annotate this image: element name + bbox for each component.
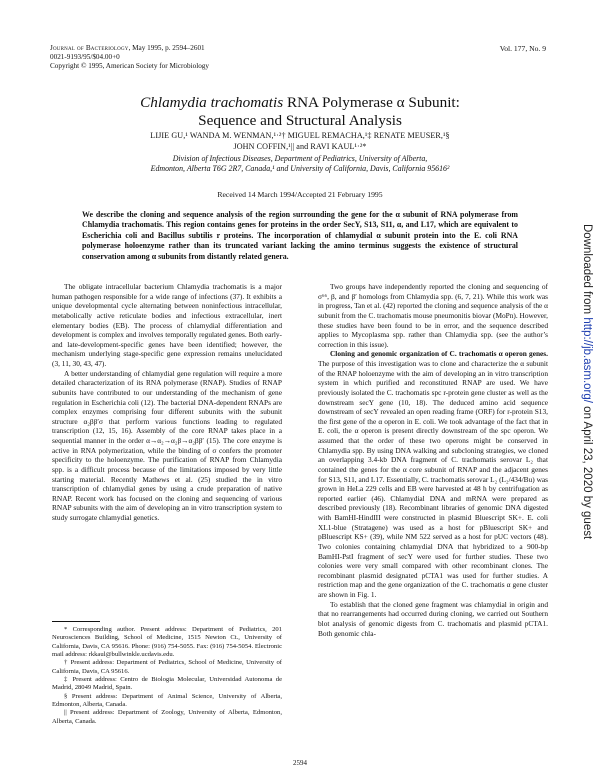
footnote: || Present address: Department of Zoology, University of Alberta, Edmonton, Alberta, Canada.	[52, 709, 282, 725]
download-notice-prefix: Downloaded from	[581, 224, 593, 318]
paragraph: The obligate intracellular bacterium Chlamydia trachomatis is a major human pathogen responsible for a wide range of infections (37). It exhibits a unique developmental cycle alternating between noninfectious intracellular, metabolically active reticulate bodies and infectious extracellular, inert elementary bodies (EB). The process of chlamydial differentiation and development is complex and involves temporally regulated genes. Both early- and late-development-specific genes have been identified; however, the mechanism underlying stage-specific gene expression remains unelucidated (3, 11, 30, 43, 47).	[52, 282, 282, 368]
body-column-right	[318, 282, 548, 638]
copyright: Copyright © 1995, American Society for Microbiology	[50, 62, 209, 71]
paragraph	[318, 349, 548, 599]
title-line1: RNA Polymerase α Subunit:	[283, 94, 460, 111]
title-organism: Chlamydia trachomatis	[140, 94, 284, 111]
abstract: We describe the cloning and sequence analysis of the region surrounding the gene for the α subunit of RNA polymerase from Chlamydia trachomatis. This region contains genes for proteins in the order SecY, S13, S11, α, and L17, which are equivalent to Escherichia coli and Bacillus subtilis r proteins. The incorporation of chlamydial α subunit protein into the E. coli RNA polymerase holoenzyme rather than its truncated variant lacking the amino terminus suggests the existence of structural conservation among α subunits from distantly related genera.	[82, 210, 518, 261]
journal-header	[50, 44, 209, 72]
affiliation-line1: Division of Infectious Diseases, Department of Pediatrics, University of Alberta,	[172, 154, 428, 163]
paragraph: A better understanding of chlamydial gene regulation will require a more detailed characterization of its RNA polymerase (RNAP). Studies of RNAP subunits have contributed to our understanding of the mechanism of gene regulation in Escherichia coli (12). The bacterial DNA-dependent RNAPs are complex enzymes comprising four different subunits with the subunit structure α₂ββ′σ that perform various functions leading to regulated transcription (12, 15, 16). Assembly of the core RNAP takes place in a sequential manner in the order α→α₂→α₂β→α₂ββ′ (15). The core enzyme is active in RNA polymerization, while the binding of σ confers the promoter specificity to the holoenzyme. The purification of RNAP from Chlamydia spp. is a difficult process because of the limitations imposed by very little starting material. Recently Mathews et al. (25) studied the in vitro transcription of chlamydial genes by using a crude preparation of native RNAP. Recent work has focused on the cloning and sequencing of various RNAP subunits with the aim of developing an in vitro transcription system to study surrogate chlamydial genetics.	[52, 368, 282, 522]
footnote-rule	[52, 621, 100, 622]
issn: 0021-9193/95/$04.00+0	[50, 53, 120, 62]
footnote: † Present address: Department of Pediatrics, School of Medicine, University of California, Davis, CA 95616.	[52, 659, 282, 675]
affiliation	[60, 154, 540, 175]
paragraph: To establish that the cloned gene fragment was chlamydial in origin and that no rearrangements had occurred during cloning, we carried out Southern blot analysis of genomic digests from C. trachomatis and plasmid pCTA1. Both genomic chla-	[318, 599, 548, 638]
journal-name: Journal of Bacteriology	[50, 44, 129, 52]
authors-line1: LIJIE GU,¹ WANDA M. WENMAN,¹·²† MIGUEL REMACHA,¹‡ RENATE MEUSER,¹§	[150, 131, 450, 140]
download-notice	[581, 224, 593, 539]
page-number: 2594	[293, 759, 307, 767]
section-heading: Cloning and genomic organization of C. trachomatis α operon genes.	[330, 349, 548, 359]
journal-link[interactable]: http://jb.asm.org/	[581, 317, 593, 403]
authors-line2: JOHN COFFIN,¹|| and RAVI KAUL¹·²*	[233, 141, 367, 151]
footnote: ‡ Present address: Centro de Biologia Molecular, Universidad Autonoma de Madrid, 28049 Madrid, Spain.	[52, 676, 282, 692]
footnote: § Present address: Department of Animal Science, University of Alberta, Edmonton, Alberta, Canada.	[52, 692, 282, 709]
author-list	[60, 131, 540, 152]
volume-info: Vol. 177, No. 9	[499, 44, 546, 53]
download-notice-suffix: on April 23, 2020 by guest	[581, 402, 593, 540]
affiliation-line2: Edmonton, Alberta T6G 2R7, Canada,¹ and University of California, Davis, California 95616²	[150, 164, 450, 174]
paragraph: Two groups have independently reported the cloning and sequencing of σ⁶⁶, β, and β′ homologs from Chlamydia spp. (6, 7, 21). While this work was in progress, Tan et al. (42) reported the cloning and sequence analysis of the α subunit from the C. trachomatis mouse pneumonitis biovar (MoPn). However, these studies have been found to be in error, and the sequence described applies to Mycoplasma spp. rather than Chlamydia spp. (see the author’s correction in this issue).	[318, 282, 548, 349]
paragraph-text: The purpose of this investigation was to clone and characterize the α subunit of the RNAP holoenzyme with the aim of developing an in vitro transcription system in which purified and reconstituted RNAP are used. We have previously isolated the C. trachomatis spc r-protein gene cluster as well as the downstream secY gene (10, 18). The deduced amino acid sequence downstream of secY revealed an open reading frame (ORF) for r-protein S13, the first gene of the α operon in E. coli. We took advantage of the fact that in E. coli, the α operon is present directly downstream of the spc operon. We assumed that the order of these two operons might be conserved in Chlamydia spp. By using DNA walking and subcloning strategies, we cloned an overlapping 3.4-kb DNA fragment of C. trachomatis serovar L₂ that contained the genes for the α core subunit of RNAP and the adjacent genes for S13, S11, and L17. Essentially, C. trachomatis serovar L₂ (L₂/434/Bu) was grown in HeLa 229 cells and EB were harvested at 48 h by centrifugation as reported earlier (46). Chlamydial DNA and mRNA were prepared as described previously (18). Recombinant libraries of genomic DNA digested with BamHI-HindIII were constructed in plasmid Bluescript SK+. E. coli XL1-blue (Stratagene) was used as a host for pBluescript SK+ and pBluescript KS+ (39), while NM 522 served as a host for pUC vectors (48). Two colonies containing chlamydial DNA that hybridized to a 900-bp BamHI-PstI fragment of secY were used for further studies. These two colonies were very small compared with other recombinant clones. The recombinant plasmid designated pCTA1 was used for further studies. A restriction map and the gene organization of the C. trachomatis α gene cluster are shown in Fig. 1.	[318, 359, 548, 599]
received-dates: Received 14 March 1994/Accepted 21 February 1995	[217, 190, 383, 199]
title-line2: Sequence and Structural Analysis	[198, 112, 402, 129]
article-title	[60, 94, 540, 130]
footnote: * Corresponding author. Present address: Department of Pediatrics, 201 Neurosciences Building, School of Medicine, 1515 Newton Ct., University of California, Davis, CA 95616. Phone: (916) 754-5055. Fax: (916) 754-5054. Electronic mail address: rkkaul@bullwinkle.ucdavis.edu.	[52, 626, 282, 659]
journal-citation: , May 1995, p. 2594–2601	[128, 44, 205, 52]
body-column-left	[52, 282, 282, 523]
footnotes	[52, 626, 282, 726]
